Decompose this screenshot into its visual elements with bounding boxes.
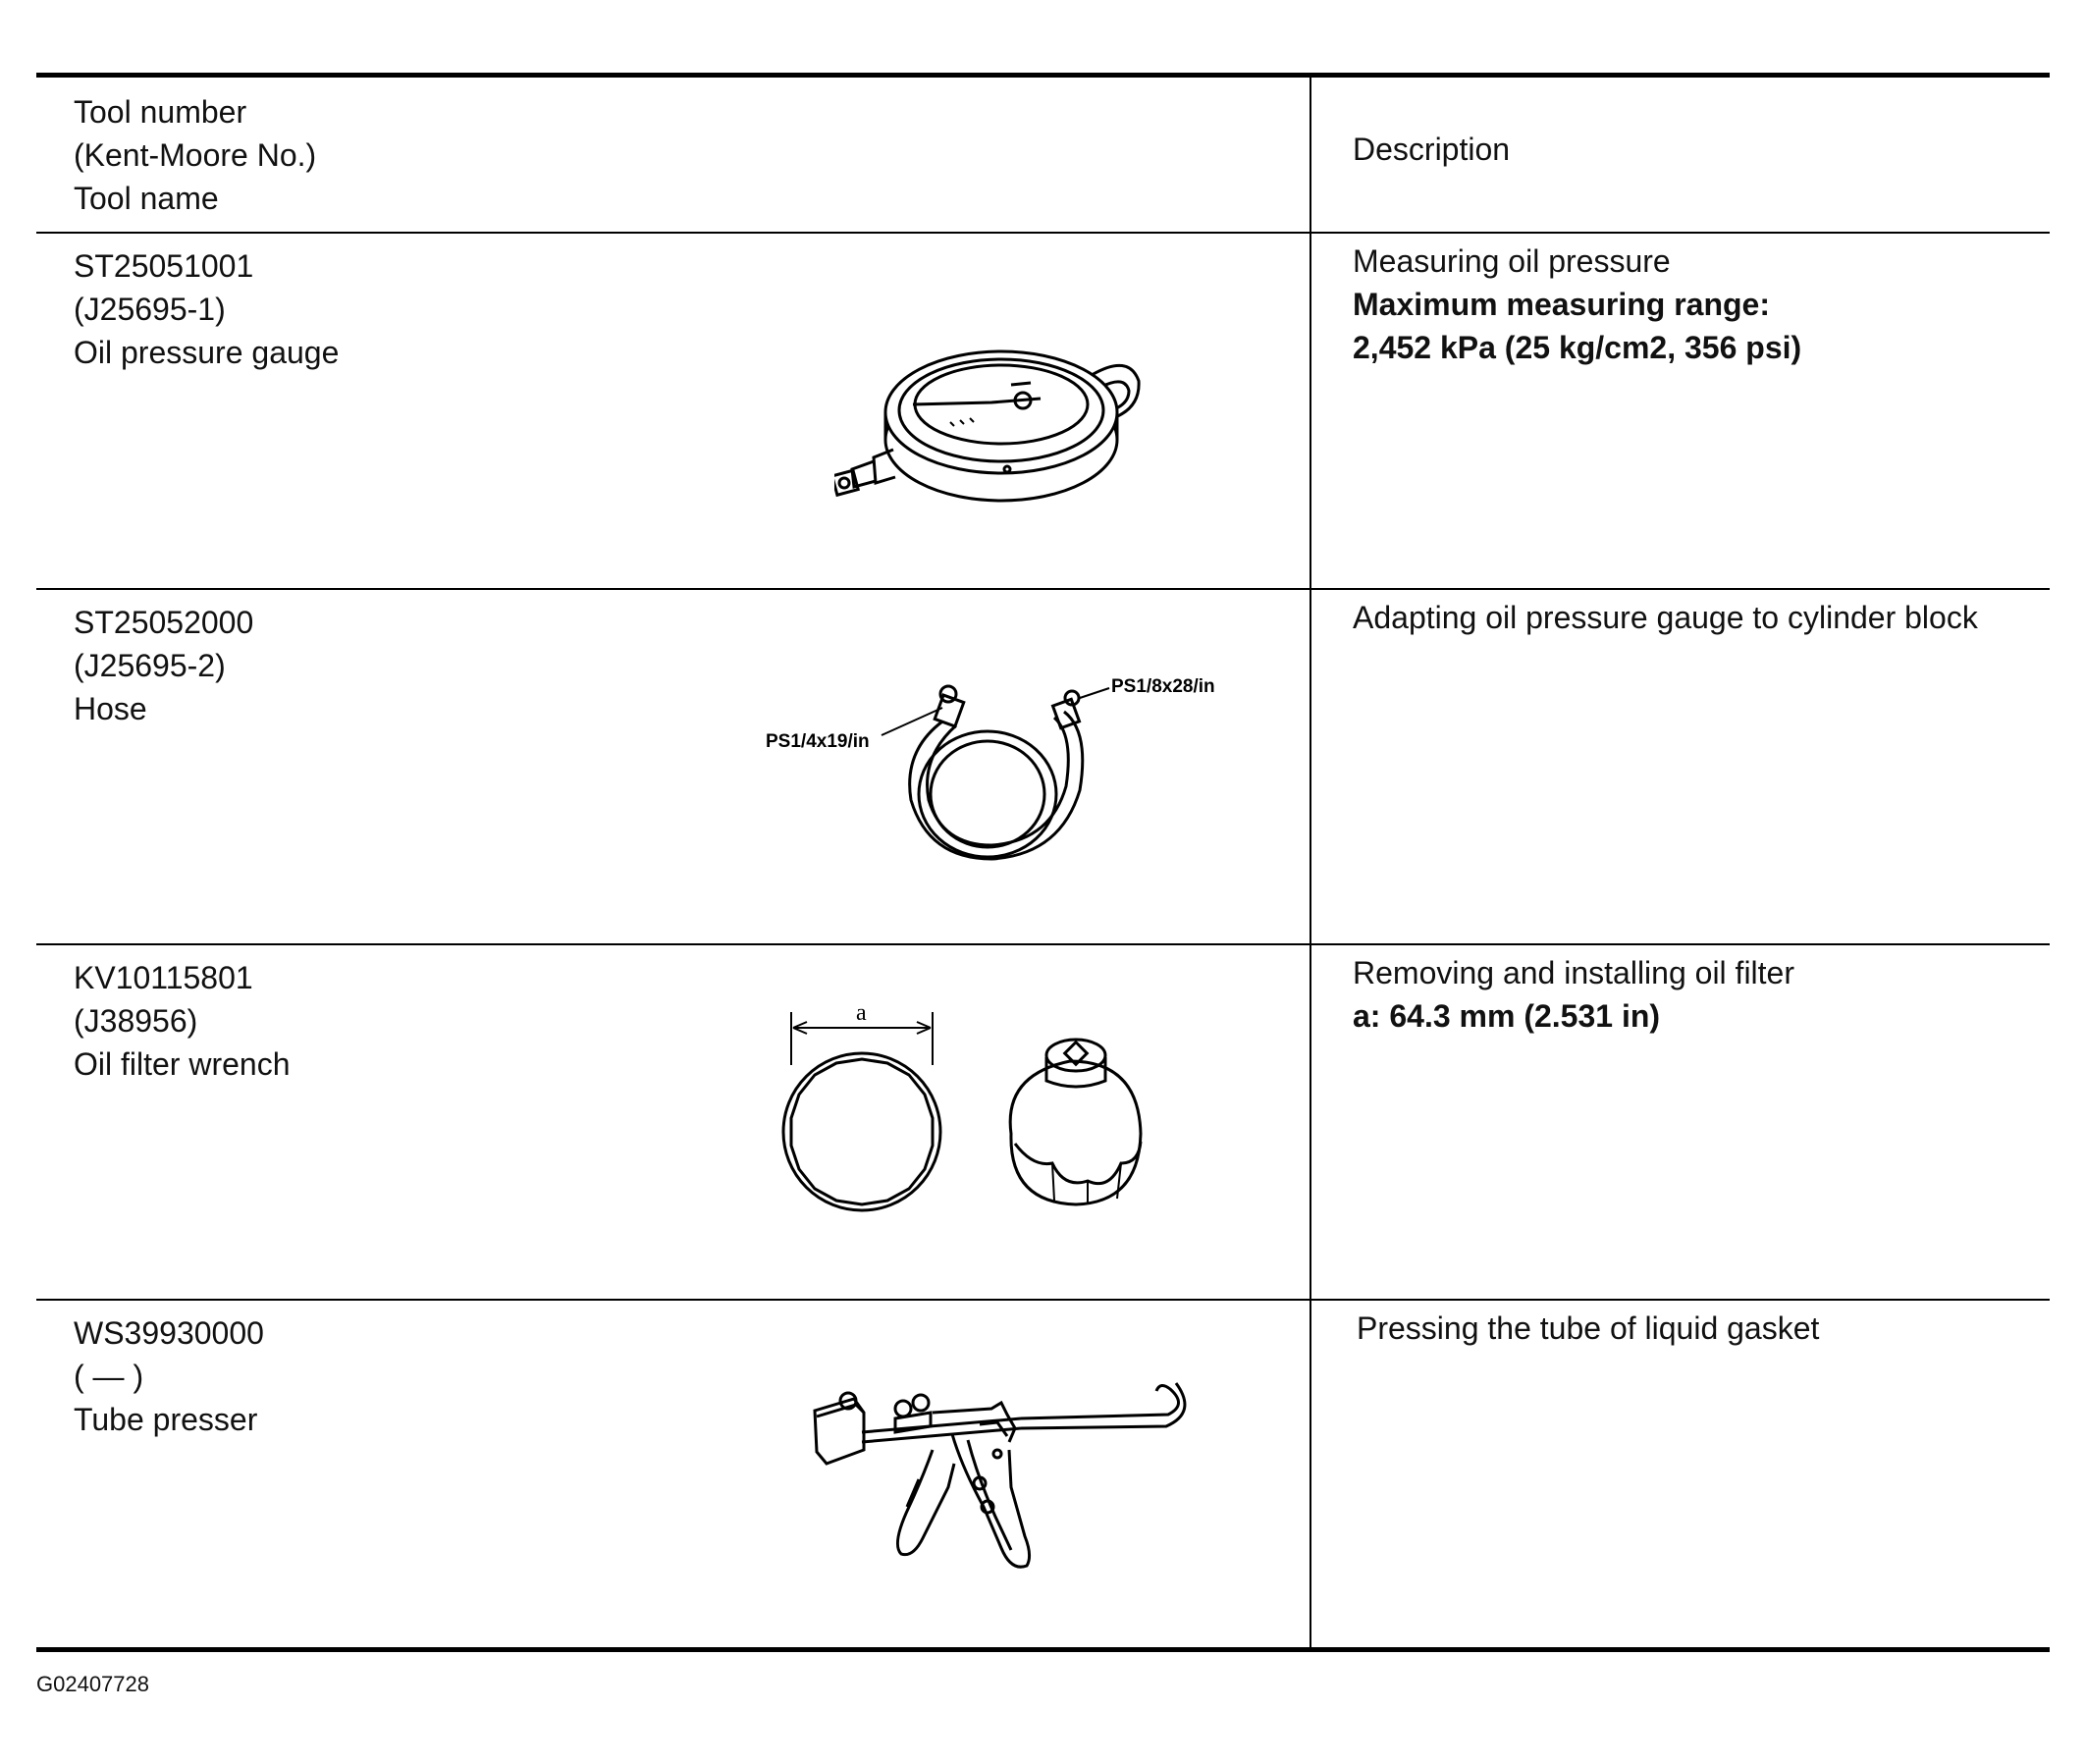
tool-name: Hose: [74, 691, 147, 726]
dimension-label: a: [856, 1000, 867, 1026]
tool-number: WS39930000: [74, 1315, 264, 1351]
callout-left-label: PS1/4x19/in: [766, 731, 870, 752]
kent-moore-number: (J25695-1): [74, 292, 226, 327]
header-tool-number: Tool number: [74, 94, 247, 130]
tool-name: Oil filter wrench: [74, 1046, 291, 1082]
row-divider: [36, 1299, 2050, 1301]
tube-presser-icon: [805, 1369, 1198, 1605]
description-text: Pressing the tube of liquid gasket: [1357, 1310, 1820, 1346]
kent-moore-number: ( — ): [74, 1359, 144, 1394]
figure-code: G02407728: [36, 1672, 149, 1696]
hose-icon: [756, 672, 1247, 879]
callout-right-label: PS1/8x28/in: [1111, 676, 1215, 697]
table-bottom-rule: [36, 1647, 2050, 1652]
description-text: Measuring oil pressure: [1353, 243, 1671, 279]
header-kent-moore: (Kent-Moore No.): [74, 137, 317, 173]
tool-number: ST25052000: [74, 605, 254, 640]
tool-number: ST25051001: [74, 248, 254, 284]
kent-moore-number: (J25695-2): [74, 648, 226, 683]
tool-name: Oil pressure gauge: [74, 335, 340, 370]
tool-number: KV10115801: [74, 960, 253, 995]
row-divider: [36, 943, 2050, 945]
header-divider: [36, 232, 2050, 234]
description-text: Removing and installing oil filter: [1353, 955, 1794, 990]
kent-moore-number: (J38956): [74, 1003, 198, 1039]
row-3-tool-cell: [74, 956, 291, 1086]
description-spec-value: a: 64.3 mm (2.531 in): [1353, 998, 1661, 1034]
tool-column-header: [74, 90, 316, 220]
oil-filter-wrench-icon: [775, 996, 1198, 1222]
row-2-tool-cell: [74, 601, 253, 730]
row-1-tool-cell: [74, 244, 339, 374]
row-divider: [36, 588, 2050, 590]
row-2-description-cell: [1353, 596, 1978, 639]
column-divider: [1310, 78, 1311, 1647]
row-4-tool-cell: [74, 1311, 264, 1441]
oil-pressure-gauge-icon: [834, 314, 1168, 530]
tool-name: Tube presser: [74, 1402, 258, 1437]
description-spec-label: Maximum measuring range:: [1353, 287, 1770, 322]
description-spec-value: 2,452 kPa (25 kg/cm2, 356 psi): [1353, 330, 1802, 365]
header-description: Description: [1353, 132, 1511, 167]
row-1-description-cell: [1353, 240, 1801, 369]
table-top-rule: [36, 73, 2050, 78]
row-4-description-cell: [1357, 1307, 1819, 1350]
description-column-header: [1353, 128, 1510, 171]
header-tool-name: Tool name: [74, 181, 219, 216]
description-text: Adapting oil pressure gauge to cylinder block: [1353, 600, 1978, 635]
row-3-description-cell: [1353, 951, 1794, 1038]
